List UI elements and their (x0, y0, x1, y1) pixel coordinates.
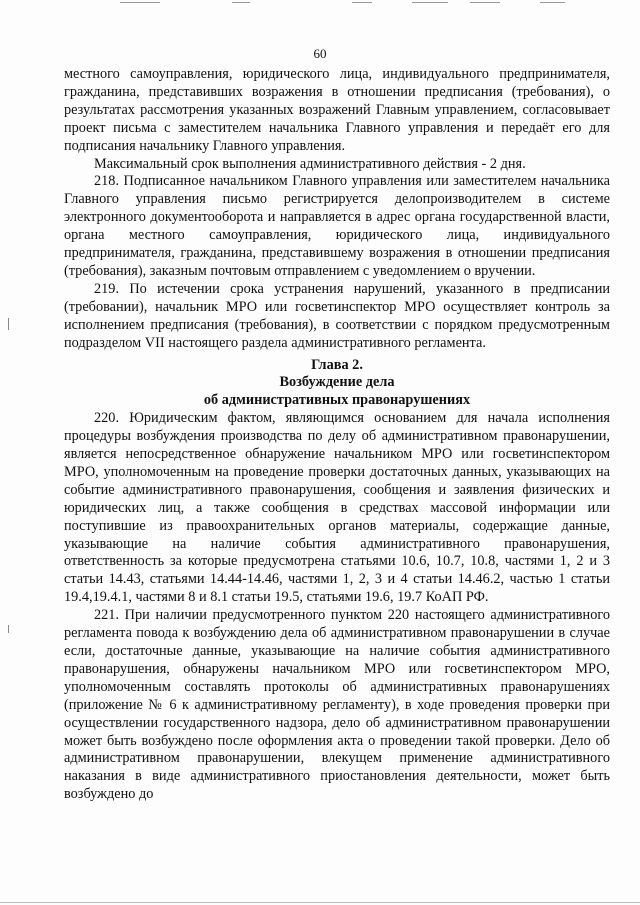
chapter-subtitle-line2: об административных правонарушениях (203, 392, 471, 409)
scan-margin-mark (8, 318, 9, 330)
scan-bottom-edge (0, 902, 640, 903)
paragraph-221: 221. При наличии предусмотренного пунктом 220 настоящего административного регламента повода к возбуждению дела об административном правонарушении в случае если, достаточные данные, указывающие на наличие события административного правонарушения, обнаружены начальником МРО или госветинспектором МРО, уполномоченным составлять протоколы об административных правонарушениях (приложение № 6 к административному регламенту), в ходе проведения проверки при осуществлении государственного надзора, дело об административном правонарушении может быть возбуждено после оформления акта о проведении такой проверки. Дело об административном правонарушении, влекущем применение административного наказания в виде административного приостановления деятельности, может быть возбуждено до (64, 607, 610, 803)
paragraph-deadline: Максимальный срок выполнения административного действия - 2 дня. (94, 155, 526, 172)
chapter-subtitle-line1: Возбуждение дела (279, 374, 395, 391)
scan-top-marks (0, 2, 640, 8)
page-number: 60 (313, 46, 327, 61)
chapter-title: Глава 2. (311, 356, 363, 373)
paragraph-219: 219. По истечении срока устранения нарушений, указанного в предписании (требовании), начальник МРО или госветинспектор МРО осуществляет контроль за исполнением предписания (требования), в соответствии с порядком предусмотренным подразделом VII настоящего раздела административного регламента. (64, 280, 610, 351)
scan-margin-mark (8, 625, 9, 633)
paragraph-220: 220. Юридическим фактом, являющимся основанием для начала исполнения процедуры возбуждения производства по делу об административном правонарушении, является непосредственное обнаружение начальником МРО или госветинспектором МРО, уполномоченным на проведение проверки достаточных данных, указывающих на событие административного правонарушения, сообщения и заявления физических и юридических лиц, а также сообщения в средствах массовой информации или поступившие из правоохранительных органов материалы, содержащие данные, указывающие на наличие события административного правонарушения, ответственность за которые предусмотрена статьями 10.6, 10.7, 10.8, частями 1, 2 и 3 статьи 14.43, статьями 14.44-14.46, частями 1, 2, 3 и 4 статьи 14.46.2, частью 1 статьи 19.4,19.4.1, частями 8 и 8.1 статьи 19.5, статьями 19.6, 19.7 КоАП РФ. (64, 410, 610, 606)
document-body (64, 66, 610, 804)
paragraph-continued: местного самоуправления, юридического лица, индивидуального предпринимателя, гражданина, представивших возражения в отношении предписания (требования), о результатах рассмотрения указанных возражений Главным управлением, согласовывает проект письма с заместителем начальника Главного управления и передаёт его для подписания начальнику Главного управления. (64, 66, 610, 154)
paragraph-218: 218. Подписанное начальником Главного управления или заместителем начальника Главного управления письмо регистрируется делопроизводителем в системе электронного документооборота и направляется в адрес органа государственной власти, органа местного самоуправления, юридического лица, индивидуального предпринимателя, гражданина, представившему возражения в отношении предписания (требования), заказным почтовым отправлением с уведомлением о вручении. (64, 173, 610, 279)
